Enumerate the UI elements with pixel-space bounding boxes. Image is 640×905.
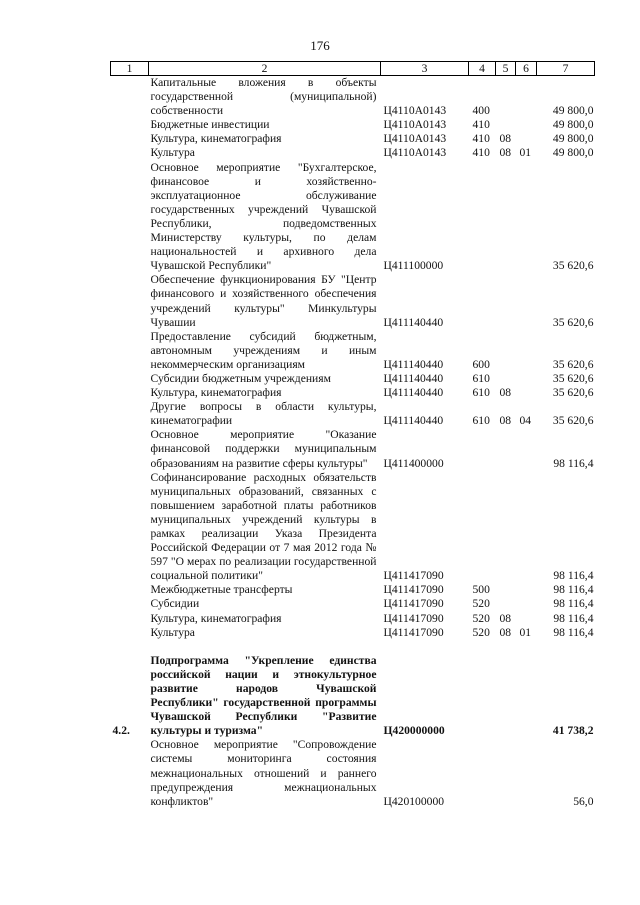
- row-number: [111, 626, 149, 640]
- row-expense-type: 520: [472, 597, 490, 611]
- table-row: [111, 738, 595, 808]
- row-number: [111, 612, 149, 626]
- row-subsection: [516, 118, 537, 132]
- row-subsection: [516, 386, 537, 400]
- row-subsection: [516, 132, 537, 146]
- row-name: Предоставление субсидий бюджетным, автономным учреждениям и иным некоммерческим организациям: [150, 329, 377, 371]
- row-section: 08: [499, 414, 512, 428]
- row-section: [496, 738, 516, 808]
- table-row: [111, 626, 595, 640]
- row-amount: 35 620,6: [552, 414, 594, 428]
- row-expense-type: [469, 471, 496, 584]
- row-number: [111, 146, 149, 160]
- row-amount: 98 116,4: [553, 569, 594, 583]
- row-expense-type: 610: [472, 371, 490, 385]
- row-target-code: Ц4110А0143: [383, 132, 447, 146]
- row-amount: 35 620,6: [552, 259, 594, 273]
- row-name: Культура: [150, 625, 195, 639]
- row-target-code: Ц420100000: [383, 794, 445, 808]
- row-expense-type: 520: [472, 625, 490, 639]
- row-number: [111, 372, 149, 386]
- row-section: [496, 654, 516, 739]
- row-target-code: Ц411140440: [383, 371, 444, 385]
- table-row: [111, 400, 595, 428]
- row-subsection: [516, 597, 537, 611]
- row-target-code: Ц411100000: [383, 259, 444, 273]
- row-expense-type: 400: [472, 104, 490, 118]
- table-row: [111, 161, 595, 274]
- row-expense-type: 410: [472, 118, 490, 132]
- row-section: [496, 330, 516, 372]
- row-expense-type: [469, 738, 496, 808]
- row-number: [111, 273, 149, 329]
- table-row: [111, 132, 595, 146]
- row-subsection: [516, 583, 537, 597]
- row-subsection: [516, 372, 537, 386]
- row-number: [111, 330, 149, 372]
- row-section: [496, 273, 516, 329]
- row-name: Софинансирование расходных обязательств муниципальных образований, связанных с повышением заработной платы работников муниципальных учреждений культуры в рамках реализации Указа Президента Российской Федерации от 7 мая 2012 года № 597 "О мерах по реализации государственной социальной политики": [150, 470, 377, 583]
- row-amount: 98 116,4: [553, 625, 594, 639]
- row-amount: 35 620,6: [552, 386, 594, 400]
- row-name: Обеспечение функционирования БУ "Центр финансового и хозяйственного обеспечения учреждений культуры" Минкультуры Чувашии: [150, 273, 377, 329]
- row-target-code: Ц411400000: [383, 456, 444, 470]
- row-target-code: Ц411417090: [383, 597, 444, 611]
- row-expense-type: 610: [472, 414, 490, 428]
- column-header: 1: [111, 62, 149, 76]
- table-row: [111, 372, 595, 386]
- row-subsection: [516, 428, 537, 470]
- row-section: 08: [499, 132, 512, 146]
- subprogram-row: [111, 654, 595, 739]
- row-subsection: [516, 273, 537, 329]
- row-amount: 49 800,0: [552, 132, 594, 146]
- row-name: Другие вопросы в области культуры, кинематографии: [150, 400, 377, 428]
- row-target-code: Ц411140440: [383, 315, 444, 329]
- row-number: [111, 597, 149, 611]
- row-target-code: Ц4110А0143: [383, 104, 447, 118]
- table-row: [111, 273, 595, 329]
- row-number: [111, 386, 149, 400]
- row-amount: 98 116,4: [553, 456, 594, 470]
- row-target-code: Ц4110А0143: [383, 118, 447, 132]
- row-subsection: [516, 76, 537, 119]
- spacer-cell: [111, 640, 595, 654]
- row-number: [111, 132, 149, 146]
- row-number: [111, 583, 149, 597]
- table-row: [111, 118, 595, 132]
- row-section: [496, 76, 516, 119]
- row-section: [496, 161, 516, 274]
- row-section: [496, 372, 516, 386]
- row-section: [496, 118, 516, 132]
- row-name: Основное мероприятие "Бухгалтерское, финансовое и хозяйственно-эксплуатационное обслуживание государственных учреждений Чувашской Республики, подведомственных Министерству культуры, по делам национальностей и архивного дела Чувашской Республики": [150, 160, 377, 273]
- column-header: 6: [516, 62, 537, 76]
- table-row: [111, 146, 595, 160]
- column-header: 7: [537, 62, 595, 76]
- table-row: [111, 76, 595, 119]
- row-name: Основное мероприятие "Сопровождение системы мониторинга состояния межнациональных отношений и раннего предупреждения межнациональных конфликтов": [150, 738, 377, 808]
- table-row: [111, 330, 595, 372]
- column-number-header: [111, 62, 595, 76]
- row-section: [496, 428, 516, 470]
- row-section: 08: [499, 386, 512, 400]
- row-number: [111, 738, 149, 808]
- column-header: 5: [496, 62, 516, 76]
- row-section: 08: [499, 611, 512, 625]
- row-target-code: Ц4110А0143: [383, 146, 447, 160]
- row-target-code: Ц411140440: [383, 414, 444, 428]
- table-row: [111, 612, 595, 626]
- row-amount: 49 800,0: [552, 146, 594, 160]
- row-number: 4.2.: [112, 724, 130, 738]
- row-subsection: [516, 471, 537, 584]
- row-name: Культура, кинематография: [150, 386, 282, 400]
- column-header: 2: [149, 62, 381, 76]
- row-amount: 49 800,0: [552, 118, 594, 132]
- row-amount: 56,0: [573, 794, 594, 808]
- row-expense-type: [469, 428, 496, 470]
- table-row: [111, 597, 595, 611]
- row-section: [496, 471, 516, 584]
- table-row: [111, 428, 595, 470]
- row-section: [496, 583, 516, 597]
- row-section: 08: [499, 146, 512, 160]
- row-subsection: 04: [519, 414, 532, 428]
- row-amount: 41 738,2: [552, 724, 594, 738]
- row-subsection: [516, 612, 537, 626]
- row-amount: 98 116,4: [553, 583, 594, 597]
- budget-table: [110, 61, 595, 809]
- table-row: [111, 386, 595, 400]
- row-amount: 49 800,0: [552, 104, 594, 118]
- row-section: 08: [499, 625, 512, 639]
- row-subsection: [516, 161, 537, 274]
- row-name: Подпрограмма "Укрепление единства российской нации и этнокультурное развитие народов Чувашской Республики" государственной программы Чувашской Республики "Развитие культуры и туризма": [150, 653, 377, 738]
- row-section: [496, 597, 516, 611]
- row-number: [111, 76, 149, 119]
- row-expense-type: 410: [472, 146, 490, 160]
- row-expense-type: 610: [472, 386, 490, 400]
- row-name: Бюджетные инвестиции: [150, 118, 270, 132]
- row-expense-type: 600: [472, 357, 490, 371]
- row-target-code: Ц411140440: [383, 386, 444, 400]
- row-number: [111, 161, 149, 274]
- row-expense-type: 500: [472, 583, 490, 597]
- table-row: [111, 583, 595, 597]
- row-name: Основное мероприятие "Оказание финансовой поддержки муниципальным образованиям на развитие сферы культуры": [150, 428, 377, 470]
- row-name: Межбюджетные трансферты: [150, 583, 293, 597]
- row-number: [111, 400, 149, 428]
- row-number: [111, 428, 149, 470]
- row-expense-type: 520: [472, 611, 490, 625]
- column-header: 4: [469, 62, 496, 76]
- column-header: 3: [381, 62, 469, 76]
- row-name: Культура: [150, 146, 195, 160]
- row-expense-type: [469, 654, 496, 739]
- row-name: Культура, кинематография: [150, 611, 282, 625]
- row-target-code: Ц411417090: [383, 625, 444, 639]
- row-subsection: 01: [519, 146, 532, 160]
- row-subsection: [516, 654, 537, 739]
- row-subsection: 01: [519, 625, 532, 639]
- row-target-code: Ц411417090: [383, 611, 444, 625]
- row-amount: 35 620,6: [552, 357, 594, 371]
- row-subsection: [516, 738, 537, 808]
- row-expense-type: 410: [472, 132, 490, 146]
- row-amount: 35 620,6: [552, 371, 594, 385]
- row-name: Субсидии бюджетным учреждениям: [150, 371, 331, 385]
- row-expense-type: [469, 161, 496, 274]
- row-name: Субсидии: [150, 597, 200, 611]
- row-expense-type: [469, 273, 496, 329]
- row-number: [111, 118, 149, 132]
- row-amount: 98 116,4: [553, 597, 594, 611]
- row-target-code: Ц411417090: [383, 583, 444, 597]
- page-number: 176: [310, 38, 330, 53]
- row-number: [111, 471, 149, 584]
- row-target-code: Ц411417090: [383, 569, 444, 583]
- row-name: Капитальные вложения в объекты государственной (муниципальной) собственности: [150, 76, 377, 118]
- row-name: Культура, кинематография: [150, 132, 282, 146]
- row-target-code: Ц411140440: [383, 357, 444, 371]
- table-row: [111, 471, 595, 584]
- row-subsection: [516, 330, 537, 372]
- row-target-code: Ц420000000: [383, 724, 445, 738]
- row-amount: 98 116,4: [553, 611, 594, 625]
- spacer-row: [111, 640, 595, 654]
- row-amount: 35 620,6: [552, 315, 594, 329]
